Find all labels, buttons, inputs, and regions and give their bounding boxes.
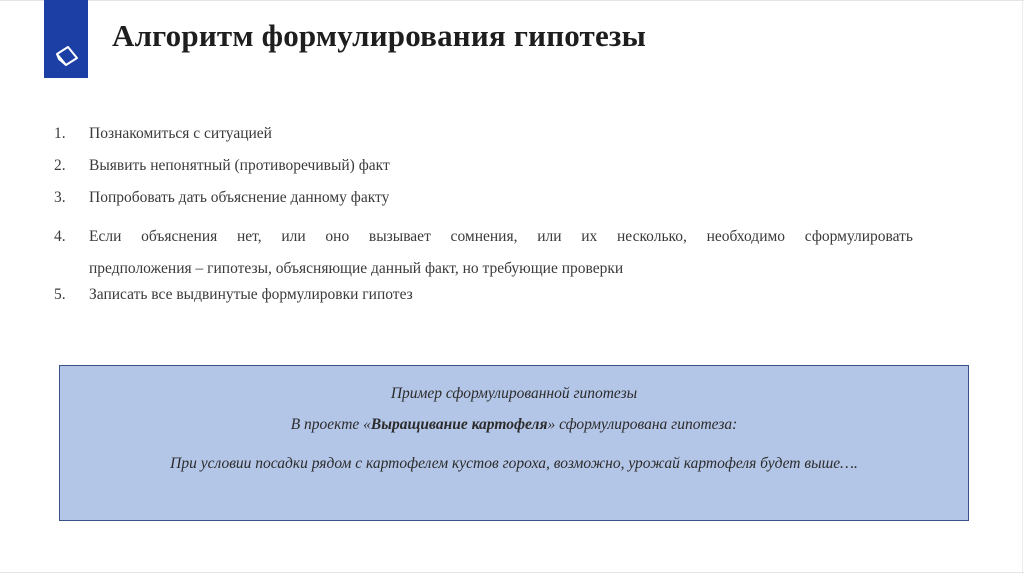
step-text: Попробовать дать объяснение данному факту [89, 189, 390, 206]
step-number: 4. [54, 228, 66, 245]
example-hypothesis: При условии посадки рядом с картофелем кустов гороха, возможно, урожай картофеля будет выше…. [170, 455, 858, 472]
step-text: Записать все выдвинутые формулировки гипотез [89, 286, 413, 303]
step-number: 5. [54, 286, 66, 303]
step-number: 1. [54, 125, 66, 142]
project-name: Выращивание картофеля [370, 416, 548, 433]
example-box [59, 365, 969, 521]
step-text: Выявить непонятный (противоречивый) факт [89, 157, 390, 174]
step-number: 2. [54, 157, 66, 174]
step-text-line-1: Если объяснения нет, или оно вызывает сомнения, или их несколько, необходимо сформулировать [89, 228, 913, 245]
step-number: 3. [54, 189, 66, 206]
project-prefix: В проекте « [290, 416, 371, 433]
slide-title: Алгоритм формулирования гипотезы [112, 18, 646, 53]
step-text: Познакомиться с ситуацией [89, 125, 272, 142]
example-project-line [60, 416, 968, 434]
example-heading: Пример сформулированной гипотезы [390, 385, 638, 402]
step-text-line-2: предположения – гипотезы, объясняющие данный факт, но требующие проверки [89, 260, 624, 277]
project-suffix: » сформулирована гипотеза: [547, 416, 738, 433]
